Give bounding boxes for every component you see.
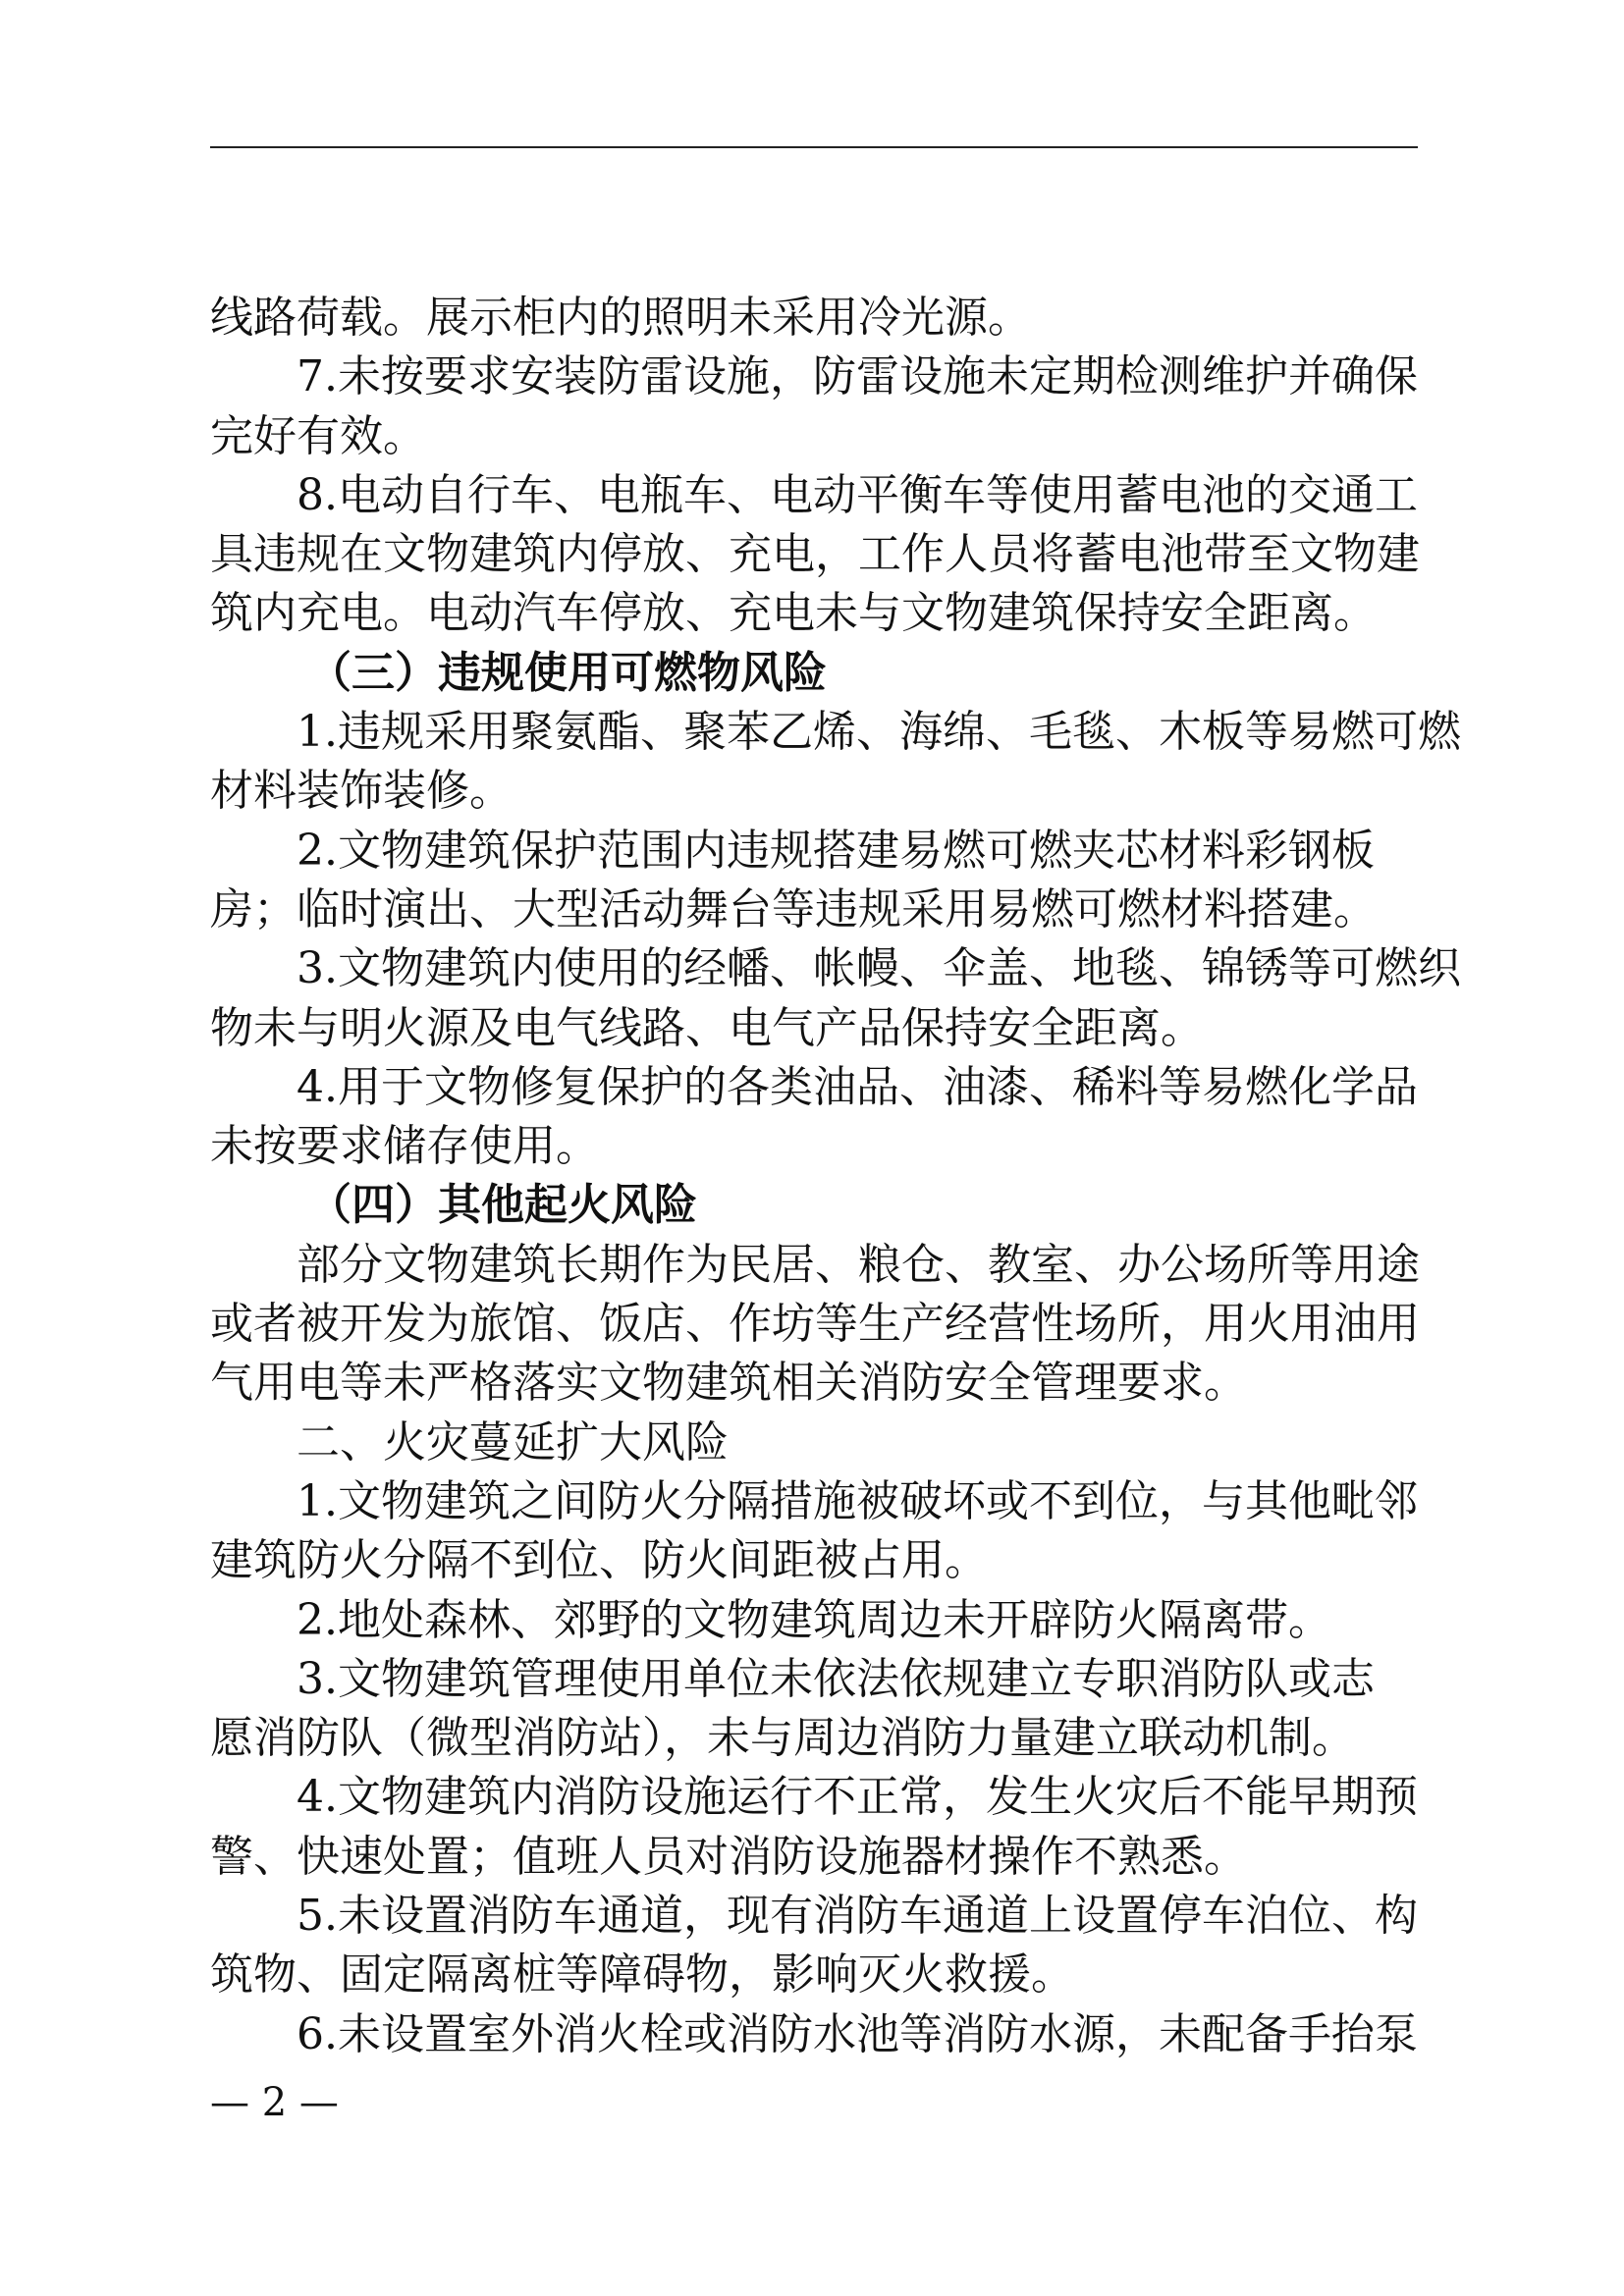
section-heading: （四）其他起火风险 bbox=[308, 1180, 697, 1231]
section-heading: （三）违规使用可燃物风险 bbox=[308, 647, 827, 698]
body-line: 完好有效。 bbox=[210, 410, 426, 461]
body-line: 5.未设置消防车通道，现有消防车通道上设置停车泊位、构 bbox=[297, 1891, 1418, 1942]
body-line: 或者被开发为旅馆、饭店、作坊等生产经营性场所，用火用油用 bbox=[210, 1299, 1420, 1350]
body-line: 房；临时演出、大型活动舞台等违规采用易燃可燃材料搭建。 bbox=[210, 883, 1377, 934]
body-line: 3.文物建筑管理使用单位未依法依规建立专职消防队或志 bbox=[297, 1653, 1375, 1704]
body-line: 未按要求储存使用。 bbox=[210, 1121, 599, 1172]
body-line: 1.文物建筑之间防火分隔措施被破坏或不到位，与其他毗邻 bbox=[297, 1475, 1418, 1526]
body-line: 6.未设置室外消火栓或消防水池等消防水源，未配备手抬泵 bbox=[297, 2008, 1418, 2059]
page-number: — 2 — bbox=[210, 2080, 339, 2125]
body-line: 愿消防队（微型消防站），未与周边消防力量建立联动机制。 bbox=[210, 1713, 1355, 1764]
body-line: 具违规在文物建筑内停放、充电，工作人员将蓄电池带至文物建 bbox=[210, 529, 1420, 580]
body-line: 线路荷载。展示柜内的照明未采用冷光源。 bbox=[210, 293, 1031, 343]
body-line: 4.用于文物修复保护的各类油品、油漆、稀料等易燃化学品 bbox=[297, 1061, 1418, 1112]
body-line: 材料装饰装修。 bbox=[210, 766, 513, 817]
body-line: 2.地处森林、郊野的文物建筑周边未开辟防火隔离带。 bbox=[297, 1594, 1331, 1645]
document-body bbox=[210, 289, 1461, 2064]
body-line: 2.文物建筑保护范围内违规搭建易燃可燃夹芯材料彩钢板 bbox=[297, 825, 1375, 876]
body-line: 3.文物建筑内使用的经幡、帐幔、伞盖、地毯、锦锈等可燃织 bbox=[297, 943, 1461, 994]
body-line: 物未与明火源及电气线路、电气产品保持安全距离。 bbox=[210, 1002, 1204, 1053]
body-line: 4.文物建筑内消防设施运行不正常，发生火灾后不能早期预 bbox=[297, 1772, 1418, 1823]
body-line: 部分文物建筑长期作为民居、粮仓、教室、办公场所等用途 bbox=[297, 1239, 1420, 1290]
body-line: 8.电动自行车、电瓶车、电动平衡车等使用蓄电池的交通工 bbox=[297, 469, 1418, 520]
body-line: 筑内充电。电动汽车停放、充电未与文物建筑保持安全距离。 bbox=[210, 588, 1377, 639]
body-line: 筑物、固定隔离桩等障碍物，影响灭火救援。 bbox=[210, 1949, 1074, 2001]
body-line: 1.违规采用聚氨酯、聚苯乙烯、海绵、毛毯、木板等易燃可燃 bbox=[297, 707, 1461, 758]
body-line: 7.未按要求安装防雷设施，防雷设施未定期检测维护并确保 bbox=[297, 351, 1418, 402]
body-line: 建筑防火分隔不到位、防火间距被占用。 bbox=[210, 1535, 988, 1586]
body-line: 气用电等未严格落实文物建筑相关消防安全管理要求。 bbox=[210, 1358, 1247, 1409]
body-line: 警、快速处置；值班人员对消防设施器材操作不熟悉。 bbox=[210, 1831, 1247, 1882]
body-line: 二、火灾蔓延扩大风险 bbox=[297, 1416, 729, 1468]
header-rule bbox=[210, 146, 1418, 148]
